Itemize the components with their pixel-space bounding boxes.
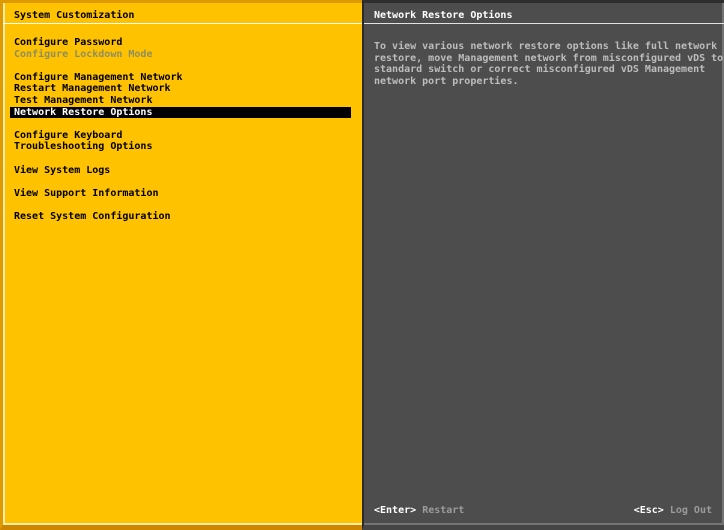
esc-key-label: <Esc> <box>633 505 664 516</box>
menu-group-network <box>3 72 362 118</box>
enter-restart-hint[interactable] <box>374 505 464 517</box>
menu-item-troubleshooting-options[interactable]: Troubleshooting Options <box>14 141 153 153</box>
esc-action-label: Log Out <box>669 505 712 516</box>
menu-item-configure-management-network[interactable]: Configure Management Network <box>14 71 183 83</box>
enter-action-label: Restart <box>422 505 465 516</box>
description-line: standard switch or correct misconfigured vDS Management <box>374 64 706 76</box>
left-panel-title: System Customization <box>3 3 362 24</box>
menu-group-support-info <box>3 188 362 200</box>
menu-group-keyboard-troubleshooting <box>3 130 362 153</box>
key-hint-bar <box>374 505 712 517</box>
menu-item-reset-system-configuration[interactable]: Reset System Configuration <box>14 210 171 222</box>
menu-item-configure-lockdown-mode: Configure Lockdown Mode <box>14 48 153 60</box>
menu-group-reset <box>3 211 362 223</box>
menu-item-configure-password[interactable]: Configure Password <box>14 37 123 48</box>
menu-item-network-restore-options[interactable]: Network Restore Options <box>10 107 351 119</box>
menu-item-restart-management-network[interactable]: Restart Management Network <box>14 83 171 95</box>
system-customization-menu <box>3 37 362 223</box>
description-line: To view various network restore options like full network <box>374 41 718 52</box>
menu-group-system-logs <box>3 165 362 177</box>
menu-group-password <box>3 37 362 60</box>
description-line: restore, move Management network from misconfigured vDS to <box>374 52 724 64</box>
esc-logout-hint[interactable] <box>634 505 712 517</box>
description-line: network port properties. <box>374 75 519 87</box>
menu-item-view-system-logs[interactable]: View System Logs <box>14 164 111 176</box>
enter-key-label: <Enter> <box>374 505 417 516</box>
menu-item-view-support-information[interactable]: View Support Information <box>14 187 159 199</box>
detail-panel <box>362 0 724 530</box>
menu-item-test-management-network[interactable]: Test Management Network <box>14 94 153 106</box>
menu-item-configure-keyboard[interactable]: Configure Keyboard <box>14 129 123 141</box>
option-description <box>364 41 724 87</box>
right-panel-title: Network Restore Options <box>364 3 724 24</box>
